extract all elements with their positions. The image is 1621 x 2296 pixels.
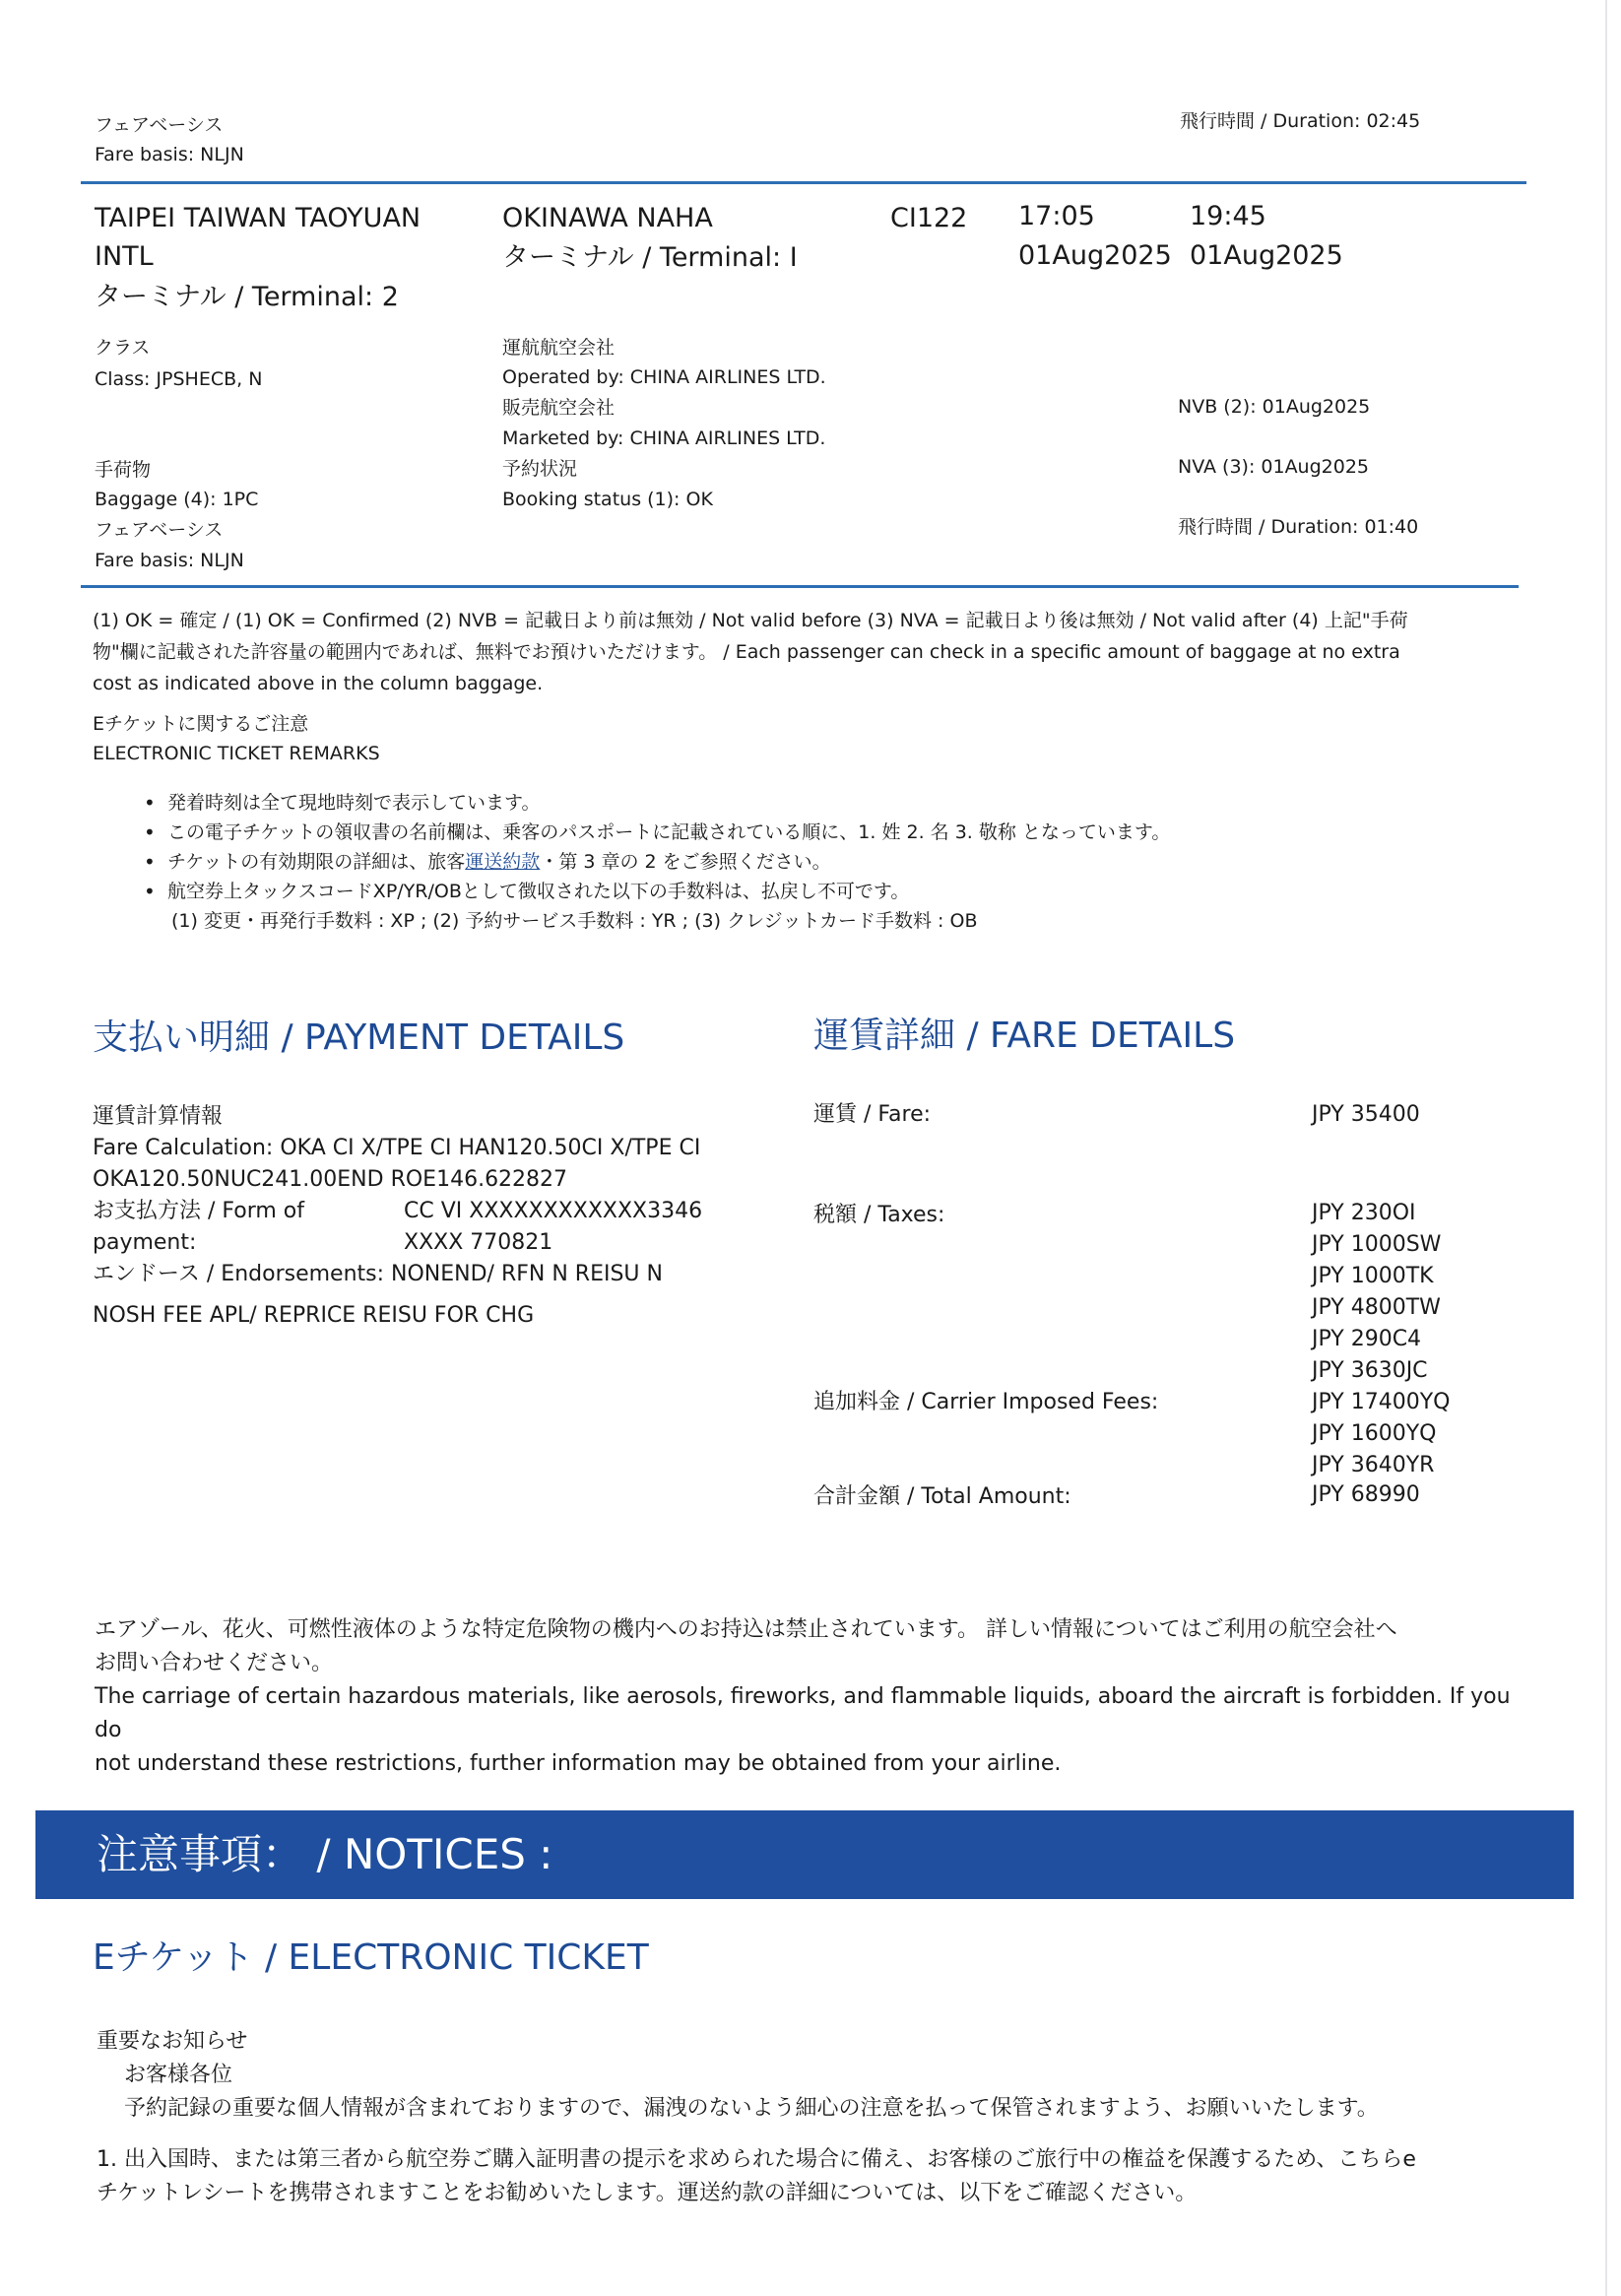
tax-line: JPY 3630JC <box>1312 1358 1428 1383</box>
operated-value: Operated by: CHINA AIRLINES LTD. <box>502 366 826 388</box>
footnote-line-1: (1) OK = 確定 / (1) OK = Confirmed (2) NVB = 記載日より前は無効 / Not valid before (3) NVA = 記載日より後は無効 / Not valid after (4) 上記"手荷 <box>93 610 1408 631</box>
nvb-value: NVB (2): 01Aug2025 <box>1178 396 1371 418</box>
baggage-value: Baggage (4): 1PC <box>95 489 259 510</box>
fare-heading: 運賃詳細 / FARE DETAILS <box>813 1016 1236 1056</box>
eticket-heading: Eチケット / ELECTRONIC TICKET <box>93 1937 649 1978</box>
form-of-payment-label-2: payment: <box>93 1230 197 1255</box>
class-label: クラス <box>95 337 151 359</box>
fare-calc-line-2: OKA120.50NUC241.00END ROE146.622827 <box>93 1167 568 1192</box>
hazard-en-line-1: The carriage of certain hazardous materials, like aerosols, fireworks, and flammable liquids, aboard the aircraft is forbidden. If you do <box>95 1684 1511 1742</box>
carrier-fee-line: JPY 3640YR <box>1312 1453 1435 1477</box>
notices-banner-title: 注意事項： / NOTICES : <box>97 1830 553 1878</box>
carrier-fees-list <box>1312 1387 1450 1481</box>
tax-line: JPY 1000TK <box>1312 1264 1434 1288</box>
page-edge-line <box>1605 0 1607 2296</box>
eticket-notice <box>97 2025 1544 2210</box>
fare-basis-value: Fare basis: NLJN <box>95 550 244 571</box>
marketed-value: Marketed by: CHINA AIRLINES LTD. <box>502 427 826 449</box>
form-of-payment-value: CC VI XXXXXXXXXXXX3346 <box>404 1199 703 1223</box>
segment-top-rule <box>81 181 1526 184</box>
total-value: JPY 68990 <box>1312 1482 1420 1507</box>
booking-label: 予約状況 <box>502 458 578 480</box>
departure-time: 17:05 <box>1018 201 1095 231</box>
remarks-item: • チケットの有効期限の詳細は、旅客運送約款・第 3 章の 2 をご参照ください。 <box>136 847 1534 877</box>
total-label: 合計金額 / Total Amount: <box>813 1484 1071 1509</box>
arrival-date: 01Aug2025 <box>1190 240 1343 271</box>
nva-value: NVA (3): 01Aug2025 <box>1178 456 1370 478</box>
arrival-time: 19:45 <box>1190 201 1266 231</box>
form-of-payment-value-2: XXXX 770821 <box>404 1230 553 1255</box>
notices-banner <box>35 1810 1574 1899</box>
tax-line: JPY 290C4 <box>1312 1327 1422 1351</box>
remarks-list <box>136 788 1534 906</box>
fare-basis-label: フェアベーシス <box>95 519 224 541</box>
endorsements-line-1: エンドース / Endorsements: NONEND/ RFN N REISU N <box>93 1262 663 1286</box>
prev-fare-basis: Fare basis: NLJN <box>95 144 244 165</box>
payment-heading: 支払い明細 / PAYMENT DETAILS <box>93 1017 625 1058</box>
taxes-list <box>1312 1198 1441 1387</box>
prev-fare-basis-label: フェアベーシス <box>95 114 224 136</box>
remarks-item: • この電子チケットの領収書の名前欄は、乗客のパスポートに記載されている順に、1. 姓 2. 名 3. 敬称 となっています。 <box>136 818 1534 847</box>
tax-line: JPY 230OI <box>1312 1201 1416 1225</box>
hazard-notice <box>95 1613 1542 1781</box>
fees-line: (1) 変更・再発行手数料 : XP ; (2) 予約サービス手数料 : YR ; (3) クレジットカード手数料 : OB <box>171 910 978 932</box>
marketed-label: 販売航空会社 <box>502 397 616 419</box>
flight-number: CI122 <box>890 203 968 233</box>
segment-origin: TAIPEI TAIWAN TAOYUAN INTL <box>95 203 421 272</box>
tax-line: JPY 4800TW <box>1312 1295 1441 1320</box>
status-footnote <box>93 605 1540 699</box>
hazard-jp-line-1: エアゾール、花火、可燃性液体のような特定危険物の機内へのお持込は禁止されています。 詳しい情報についてはご利用の航空会社へ <box>95 1617 1397 1642</box>
remarks-item: • 航空券上タックスコードXP/YR/OBとして徴収された以下の手数料は、払戻し不可です。 <box>136 877 1534 906</box>
notice-item-1-line-1: 1. 出入国時、または第三者から航空券ご購入証明書の提示を求められた場合に備え、お客様のご旅行中の権益を保護するため、こちらe <box>97 2147 1416 2172</box>
hazard-en-line-2: not understand these restrictions, further information may be obtained from your airline. <box>95 1751 1062 1776</box>
taxes-label: 税額 / Taxes: <box>813 1203 945 1227</box>
important-notice-title: 重要なお知らせ <box>97 2029 248 2054</box>
departure-date: 01Aug2025 <box>1018 240 1172 271</box>
booking-value: Booking status (1): OK <box>502 489 713 510</box>
dear-customer: お客様各位 <box>124 2063 233 2087</box>
remarks-title-en: ELECTRONIC TICKET REMARKS <box>93 743 380 764</box>
carrier-fee-line: JPY 17400YQ <box>1312 1390 1451 1414</box>
hazard-jp-line-2: お問い合わせください。 <box>95 1651 334 1675</box>
fare-calc-label: 運賃計算情報 <box>93 1104 224 1129</box>
footnote-line-2: 物"欄に記載された許容量の範囲内であれば、無料でお預けいただけます。 / Each passenger can check in a specific amount of baggage at no extra <box>93 641 1400 663</box>
operated-label: 運航航空会社 <box>502 337 616 359</box>
carrier-fees-label: 追加料金 / Carrier Imposed Fees: <box>813 1390 1159 1414</box>
fare-label: 運賃 / Fare: <box>813 1102 932 1127</box>
fare-value: JPY 35400 <box>1312 1102 1420 1127</box>
remarks-item: • 発着時刻は全て現地時刻で表示しています。 <box>136 788 1534 818</box>
segment-destination: OKINAWA NAHA <box>502 203 713 233</box>
segment-duration: 飛行時間 / Duration: 01:40 <box>1178 516 1419 538</box>
footnote-line-3: cost as indicated above in the column baggage. <box>93 673 544 694</box>
carrier-fee-line: JPY 1600YQ <box>1312 1421 1437 1446</box>
tax-line: JPY 1000SW <box>1312 1232 1442 1257</box>
segment-origin-terminal: ターミナル / Terminal: 2 <box>95 282 399 312</box>
fare-calc-line-1: Fare Calculation: OKA CI X/TPE CI HAN120.50CI X/TPE CI <box>93 1136 701 1160</box>
class-value: Class: JPSHECB, N <box>95 368 263 390</box>
notice-item-1-line-2: チケットレシートを携帯されますことをお勧めいたします。運送約款の詳細については、以下をご確認ください。 <box>97 2181 1198 2205</box>
baggage-label: 手荷物 <box>95 459 152 481</box>
form-of-payment-label: お支払方法 / Form of <box>93 1199 305 1223</box>
remarks-title-jp: Eチケットに関するご注意 <box>93 713 309 735</box>
segment-bottom-rule <box>81 585 1519 588</box>
conditions-of-carriage-link[interactable]: 運送約款 <box>465 851 541 873</box>
notice-body: 予約記録の重要な個人情報が含まれておりますので、漏洩のないよう細心の注意を払って保管されますよう、お願いいたします。 <box>124 2096 1379 2121</box>
prev-duration: 飛行時間 / Duration: 02:45 <box>1180 110 1421 132</box>
segment-destination-terminal: ターミナル / Terminal: I <box>502 242 798 273</box>
endorsements-line-2: NOSH FEE APL/ REPRICE REISU FOR CHG <box>93 1303 535 1328</box>
